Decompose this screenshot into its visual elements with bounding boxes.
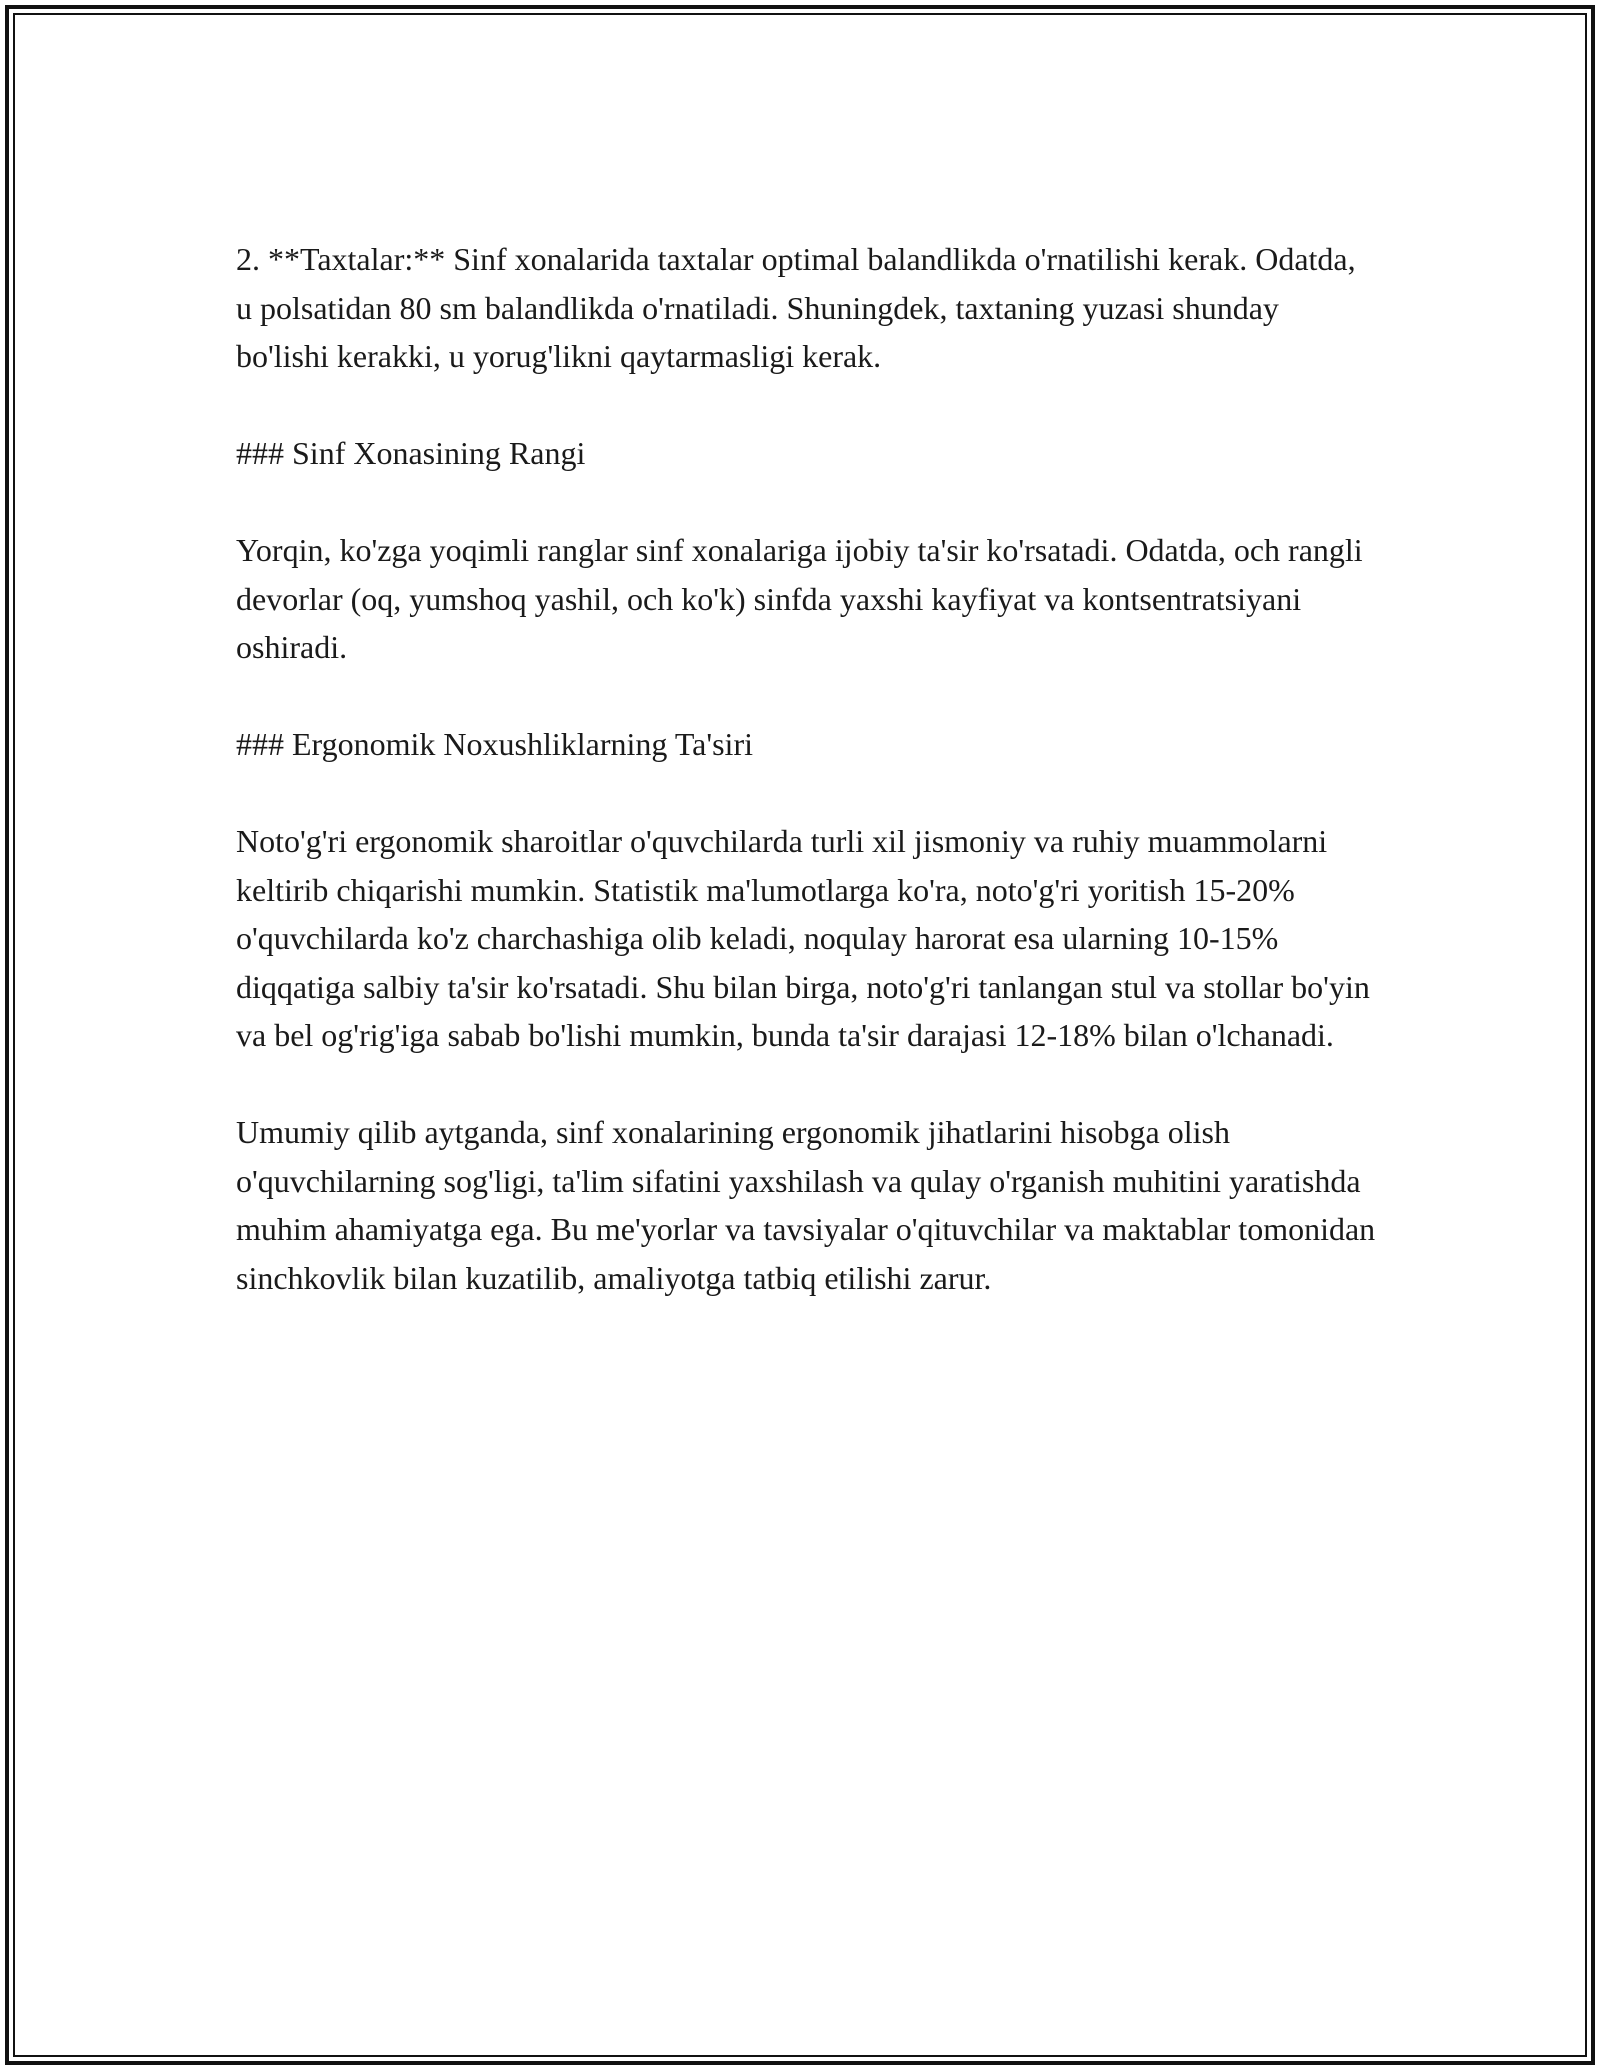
heading-sinf-xonasining-rangi: ### Sinf Xonasining Rangi (236, 435, 586, 471)
paragraph-xulosa: Umumiy qilib aytganda, sinf xonalarining ergonomik jihatlarini hisobga olish o'quvchilarning sog'ligi, ta'lim sifatini yaxshilash va qulay o'rganish muhitini yaratishda muhim ahamiyatga ega. Bu me'yorlar va tavsiyalar o'qituvchilar va maktablar tomonidan sinchkovlik bilan kuzatilib, amaliyotga tatbiq etilishi zarur. (236, 1114, 1376, 1296)
paragraph-ergonomik-tasir: Noto'g'ri ergonomik sharoitlar o'quvchilarda turli xil jismoniy va ruhiy muammolarni keltirib chiqarishi mumkin. Statistik ma'lumotlarga ko'ra, noto'g'ri yoritish 15-20% o'quvchilarda ko'z charchashiga olib keladi, noqulay harorat esa ularning 10-15% diqqatiga salbiy ta'sir ko'rsatadi. Shu bilan birga, noto'g'ri tanlangan stul va stollar bo'yin va bel og'rig'iga sabab bo'lishi mumkin, bunda ta'sir darajasi 12-18% bilan o'lchanadi. (236, 823, 1370, 1053)
paragraph-taxtalar: 2. **Taxtalar:** Sinf xonalarida taxtalar optimal balandlikda o'rnatilishi kerak. Odatda, u polsatidan 80 sm balandlikda o'rnatiladi. Shuningdek, taxtaning yuzasi shunday bo'lishi kerakki, u yorug'likni qaytarmasligi kerak. (236, 241, 1356, 374)
paragraph-ranglar: Yorqin, ko'zga yoqimli ranglar sinf xonalariga ijobiy ta'sir ko'rsatadi. Odatda, och rangli devorlar (oq, yumshoq yashil, och ko'k) sinfda yaxshi kayfiyat va kontsentratsiyani oshiradi. (236, 532, 1363, 665)
heading-ergonomik-noxushliklar: ### Ergonomik Noxushliklarning Ta'siri (236, 726, 753, 762)
document-body (236, 235, 1376, 1302)
